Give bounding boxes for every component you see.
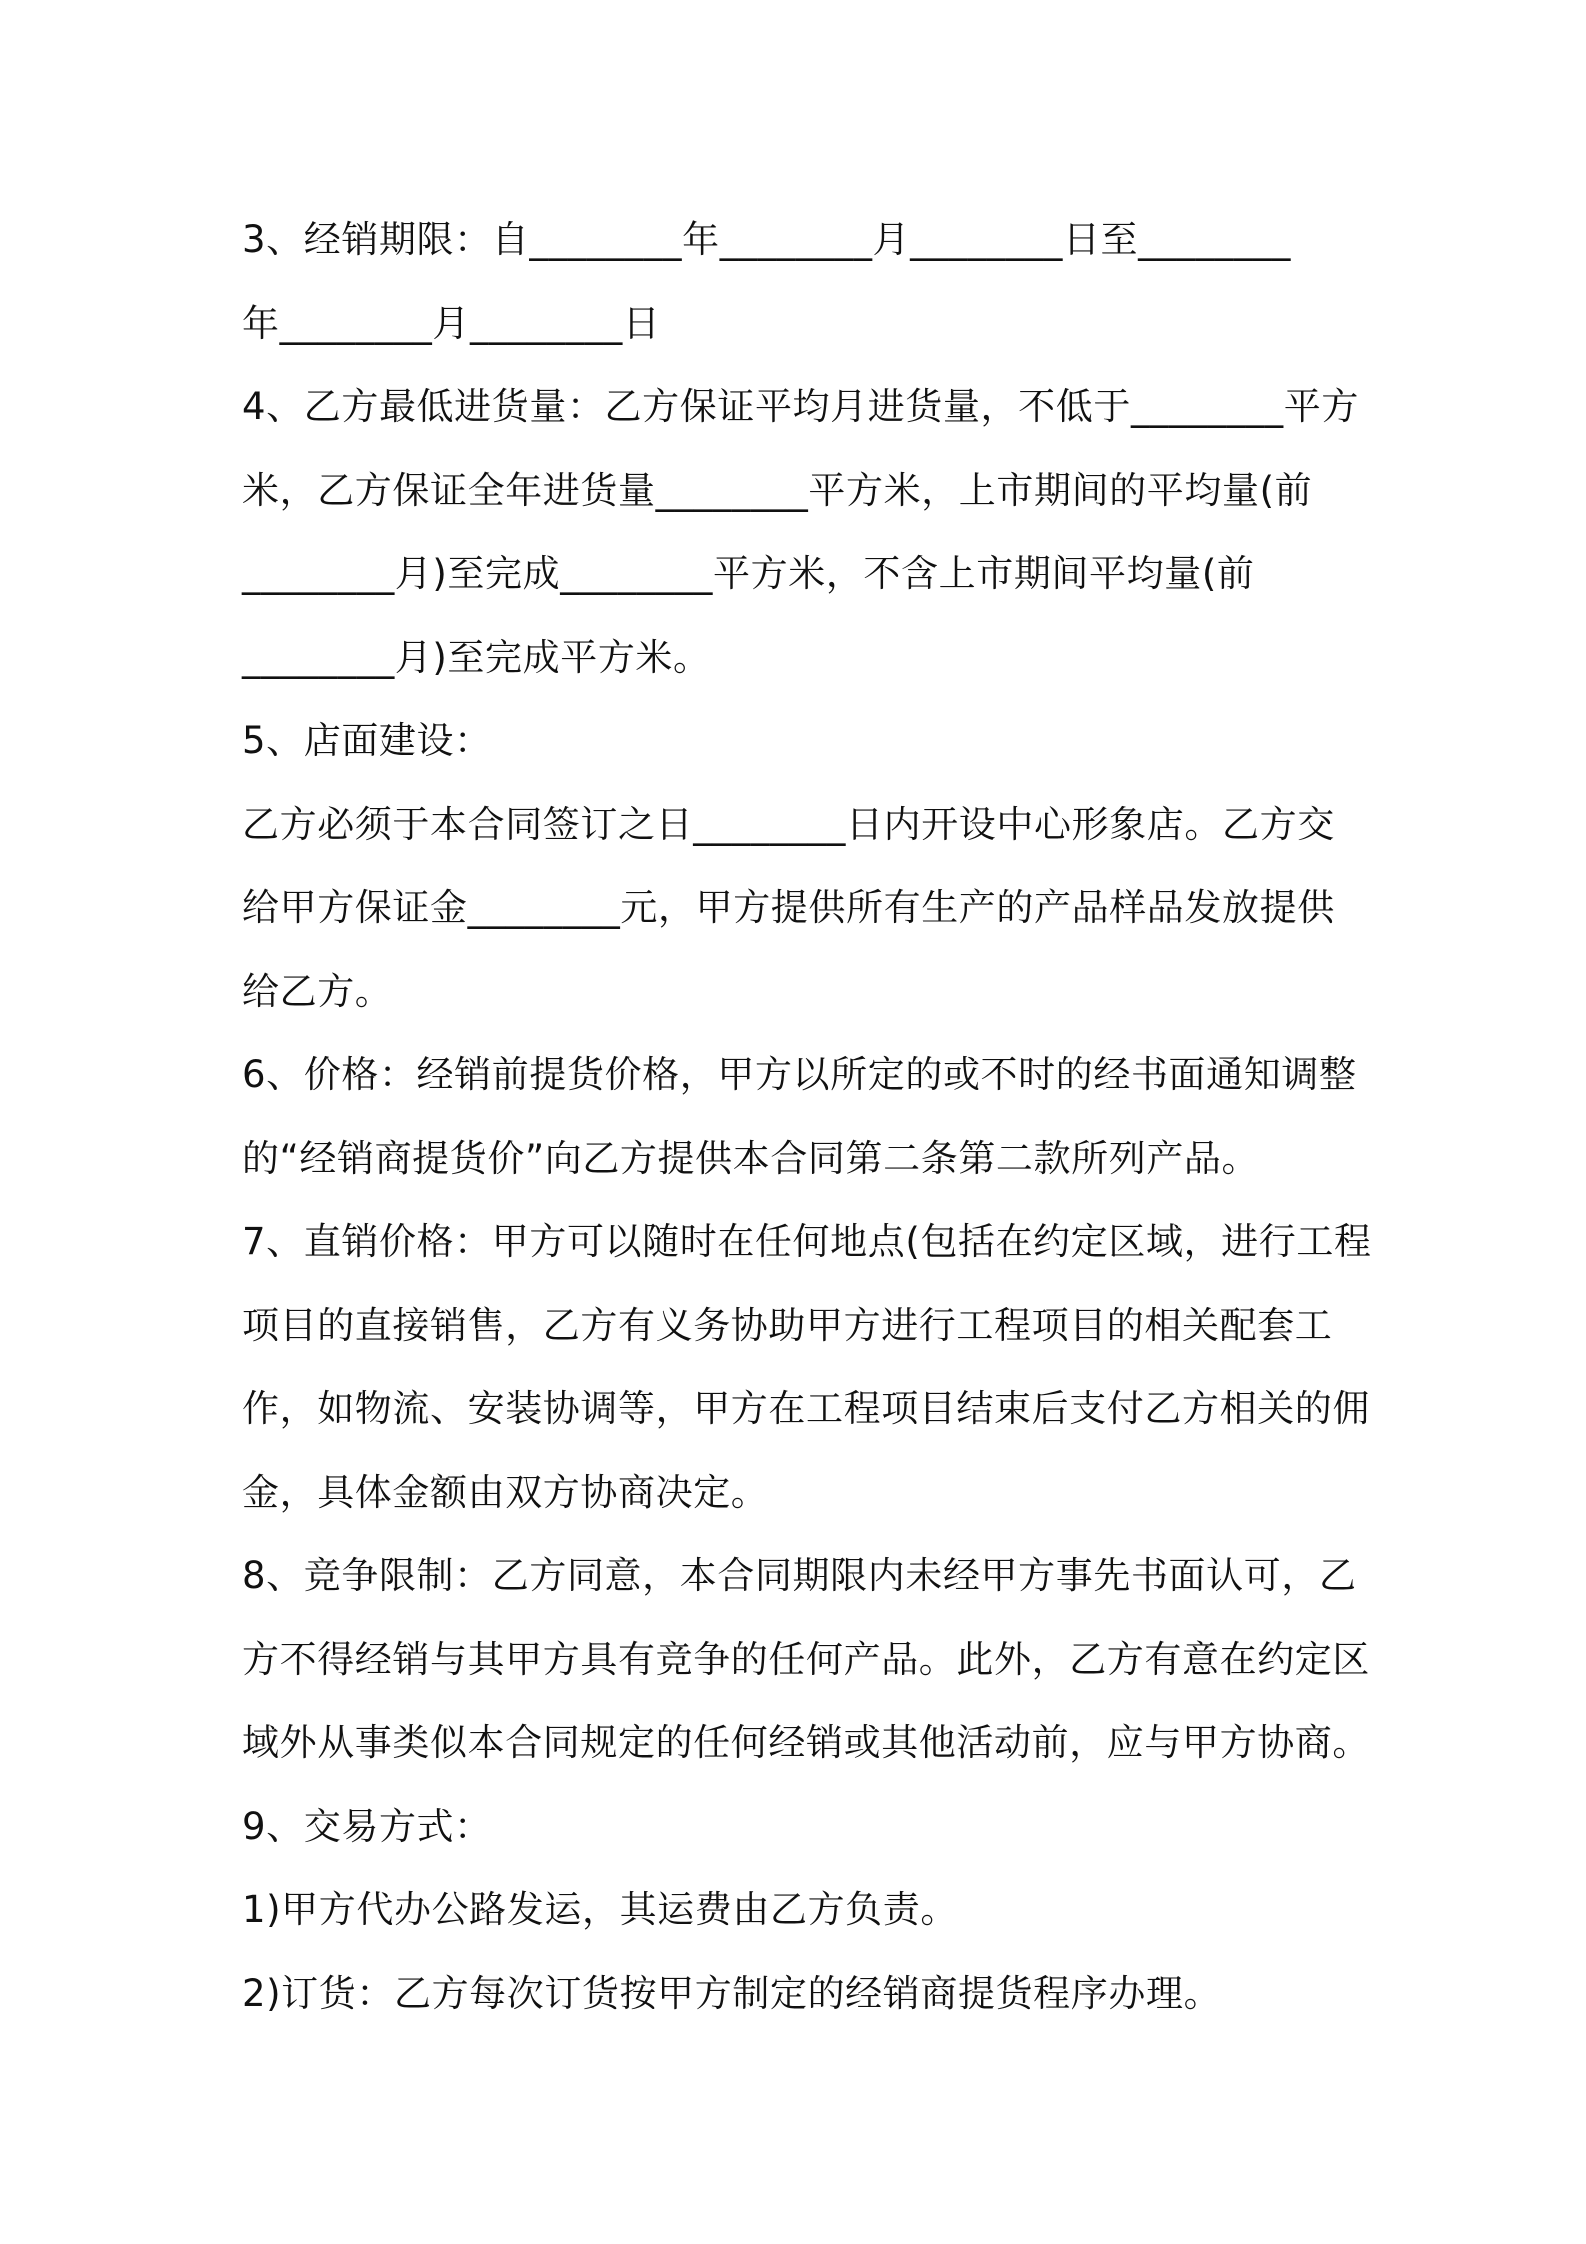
clause-8-competition-line-3: 域外从事类似本合同规定的任何经销或其他活动前，应与甲方协商。 [242,1721,1370,1764]
clause-4-min-purchase-line-3: ________月)至完成________平方米，不含上市期间平均量(前 [242,552,1255,595]
clause-7-direct-sales-line-1: 7、直销价格：甲方可以随时在任何地点(包括在约定区域，进行工程 [242,1220,1372,1263]
clause-5-store-line-2: 给甲方保证金________元，甲方提供所有生产的产品样品发放提供 [242,886,1335,929]
clause-7-direct-sales-line-3: 作，如物流、安装协调等，甲方在工程项目结束后支付乙方相关的佣 [242,1387,1370,1430]
clause-3-term-line-1: 3、经销期限：自________年________月________日至________ [242,218,1291,261]
clause-9-item-2: 2)订货：乙方每次订货按甲方制定的经销商提货程序办理。 [242,1971,1222,2015]
contract-text [242,198,1372,2035]
clause-7-direct-sales-line-4: 金，具体金额由双方协商决定。 [242,1470,769,1514]
clause-6-price-line-2: 的“经销商提货价”向乙方提供本合同第二条第二款所列产品。 [242,1136,1260,1180]
clause-5-heading: 5、店面建设： [242,719,492,762]
clause-8-competition-line-2: 方不得经销与其甲方具有竞争的任何产品。此外，乙方有意在约定区 [242,1637,1370,1681]
clause-4-min-purchase-line-2: 米，乙方保证全年进货量________平方米，上市期间的平均量(前 [242,468,1313,512]
clause-7-direct-sales-line-2: 项目的直接销售，乙方有义务协助甲方进行工程项目的相关配套工 [242,1303,1333,1347]
clause-4-min-purchase-line-1: 4、乙方最低进货量：乙方保证平均月进货量，不低于________平方 [242,385,1359,428]
clause-5-store-line-1: 乙方必须于本合同签订之日________日内开设中心形象店。乙方交 [242,802,1335,846]
clause-9-heading: 9、交易方式： [242,1804,492,1848]
clause-4-min-purchase-line-4: ________月)至完成平方米。 [242,635,711,679]
clause-3-term-line-2: 年________月________日 [242,301,661,345]
clause-6-price-line-1: 6、价格：经销前提货价格，甲方以所定的或不时的经书面通知调整 [242,1053,1357,1096]
clause-9-item-1: 1)甲方代办公路发运，其运费由乙方负责。 [242,1888,958,1931]
clause-8-competition-line-1: 8、竞争限制：乙方同意，本合同期限内未经甲方事先书面认可，乙 [242,1554,1357,1597]
clause-5-store-line-3: 给乙方。 [242,969,393,1013]
